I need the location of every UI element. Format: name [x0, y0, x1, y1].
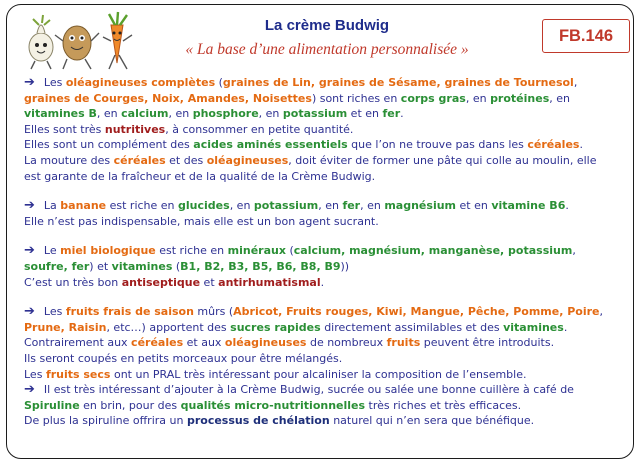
reference-badge: FB.146 — [542, 19, 630, 53]
highlighted-term: banane — [60, 199, 107, 213]
highlighted-term: processus de chélation — [186, 414, 330, 428]
document-body — [24, 75, 636, 443]
text-segment: est riche en — [155, 244, 228, 258]
highlighted-term: miel biologique — [60, 244, 156, 258]
text-segment: Les — [43, 305, 66, 319]
text-segment: La mouture des — [24, 153, 114, 167]
text-segment: de nombreux — [306, 336, 387, 350]
text-segment: , etc…) apportent des — [106, 320, 231, 334]
text-line — [24, 367, 636, 383]
highlighted-term: graines de Courges, Noix, Amandes, Noisettes — [24, 91, 312, 105]
text-segment: , en — [549, 91, 570, 105]
text-segment: est riche en — [106, 199, 179, 213]
text-segment: peuvent être introduits. — [420, 336, 555, 350]
highlighted-term: calcium — [121, 107, 169, 121]
text-segment: est garante de la fraîcheur et de la qualité de la Crème Budwig. — [24, 169, 376, 183]
text-segment: . — [565, 199, 569, 213]
highlighted-term: phosphore — [192, 107, 259, 121]
highlighted-term: vitamines B — [24, 107, 97, 121]
text-segment: , en — [318, 199, 343, 213]
text-segment: Elle n’est pas indispensable, mais elle est un bon agent sucrant. — [24, 214, 379, 228]
text-segment: directement assimilables et des — [320, 320, 504, 334]
text-segment: Les — [43, 76, 66, 89]
arrow-right-icon: ➔ — [24, 382, 35, 398]
highlighted-term: soufre, fer — [24, 259, 90, 273]
highlighted-term: oléagineuses complètes — [65, 76, 216, 89]
text-segment: , en — [229, 199, 254, 213]
highlighted-term: graines de Lin, graines de Sésame, graines de Tournesol — [222, 76, 574, 89]
highlighted-term: potassium — [282, 107, 348, 121]
text-line — [24, 351, 636, 367]
text-line — [24, 275, 636, 291]
info-card — [6, 4, 634, 459]
text-segment: ont un PRAL très intéressant pour alcaliniser la composition de l’ensemble. — [110, 367, 527, 381]
highlighted-term: fruits — [386, 336, 421, 350]
text-segment: Le — [43, 244, 61, 258]
highlighted-term: vitamines — [503, 320, 564, 334]
highlighted-term: sucres rapides — [230, 320, 321, 334]
text-line — [24, 243, 636, 259]
document-subtitle: « La base d’une alimentation personnalisée » — [185, 41, 469, 58]
highlighted-term: Prune, Raisin — [24, 320, 107, 334]
text-segment: Elles sont très — [24, 122, 105, 136]
paragraph — [24, 243, 636, 290]
highlighted-term: céréales — [527, 138, 580, 152]
text-segment: Ils seront coupés en petits morceaux pour être mélangés. — [24, 351, 343, 365]
text-segment: , — [573, 76, 578, 89]
highlighted-term: antirhumatismal — [218, 275, 321, 289]
highlighted-term: magnésium — [384, 199, 457, 213]
highlighted-term: minéraux — [227, 244, 286, 258]
text-segment: Contrairement aux — [24, 336, 132, 350]
document-title: La crème Budwig — [264, 17, 390, 34]
text-line — [24, 214, 636, 230]
highlighted-term: vitamine B6 — [491, 199, 566, 213]
text-segment: et en — [456, 199, 492, 213]
text-segment: , en — [258, 107, 283, 121]
text-segment: mûrs ( — [193, 305, 234, 319]
text-segment: ( — [215, 76, 223, 89]
highlighted-term: oléagineuses — [206, 153, 289, 167]
highlighted-term: glucides — [178, 199, 230, 213]
paragraph — [24, 198, 636, 229]
text-segment: ( — [172, 259, 181, 273]
text-line — [24, 75, 636, 91]
arrow-right-icon: ➔ — [24, 304, 35, 320]
text-segment: , en — [465, 91, 491, 105]
text-line — [24, 320, 636, 336]
text-segment: . — [579, 138, 583, 152]
highlighted-term: antiseptique — [121, 275, 201, 289]
text-segment: , à consommer en petite quantité. — [165, 122, 354, 136]
text-segment: . — [400, 107, 404, 121]
text-line — [24, 137, 636, 153]
text-line — [24, 413, 636, 429]
highlighted-term: céréales — [113, 153, 166, 167]
highlighted-term: B1, B2, B3, B5, B6, B8, B9 — [180, 259, 341, 273]
paragraph — [24, 75, 636, 184]
highlighted-term: potassium — [253, 199, 319, 213]
text-line — [24, 335, 636, 351]
text-segment: , en — [96, 107, 122, 121]
highlighted-term: qualités micro-nutritionnelles — [180, 398, 366, 412]
text-segment: que l’on ne trouve pas dans les — [347, 138, 528, 152]
highlighted-term: fruits frais de saison — [65, 305, 194, 319]
text-line — [24, 91, 636, 107]
text-segment: ) et — [89, 259, 112, 273]
text-segment: , en — [360, 199, 385, 213]
highlighted-term: calcium, magnésium, manganèse, potassium — [293, 244, 573, 258]
highlighted-term: vitamines — [111, 259, 173, 273]
text-line — [24, 122, 636, 138]
text-line — [24, 153, 636, 169]
text-segment: , doit éviter de former une pâte qui colle au moulin, elle — [288, 153, 597, 167]
text-segment: La — [43, 199, 61, 213]
text-line — [24, 198, 636, 214]
text-segment: ( — [285, 244, 294, 258]
text-line — [24, 398, 636, 414]
text-segment: et aux — [183, 336, 225, 350]
text-line — [24, 382, 636, 398]
text-line — [24, 259, 636, 275]
text-segment: , en — [168, 107, 193, 121]
text-segment: et — [200, 275, 219, 289]
text-segment: De plus la spiruline offrira un — [24, 414, 187, 428]
highlighted-term: oléagineuses — [224, 336, 307, 350]
vegetable-mascots-illustration — [19, 11, 139, 71]
text-segment: , — [599, 305, 603, 319]
arrow-right-icon: ➔ — [24, 198, 35, 214]
text-segment: en brin, pour des — [79, 398, 181, 412]
arrow-right-icon: ➔ — [24, 243, 35, 259]
paragraph — [24, 304, 636, 429]
highlighted-term: nutritives — [104, 122, 166, 136]
highlighted-term: céréales — [131, 336, 184, 350]
highlighted-term: fer — [342, 199, 361, 213]
text-segment: Les — [24, 367, 46, 381]
text-segment: ) sont riches en — [311, 91, 401, 105]
highlighted-term: protéines — [490, 91, 550, 105]
highlighted-term: fruits secs — [45, 367, 111, 381]
text-segment: naturel qui n’en sera que bénéfique. — [329, 414, 535, 428]
text-segment: et des — [165, 153, 207, 167]
arrow-right-icon: ➔ — [24, 75, 35, 90]
highlighted-term: acides aminés essentiels — [193, 138, 348, 152]
text-segment: Il est très intéressant d’ajouter à la Crème Budwig, sucrée ou salée une bonne cuillère à café de — [43, 383, 574, 397]
highlighted-term: Spiruline — [24, 398, 80, 412]
text-line — [24, 106, 636, 122]
text-line — [24, 169, 636, 185]
text-segment: et en — [347, 107, 383, 121]
text-segment: , — [572, 244, 576, 258]
text-segment: )) — [340, 259, 350, 273]
highlighted-term: Abricot, Fruits rouges, Kiwi, Mangue, Pêche, Pomme, Poire — [233, 305, 600, 319]
highlighted-term: corps gras — [400, 91, 466, 105]
text-segment: C’est un très bon — [24, 275, 122, 289]
text-line — [24, 304, 636, 320]
text-segment: Elles sont un complément des — [24, 138, 194, 152]
text-segment: . — [563, 320, 568, 334]
highlighted-term: fer — [382, 107, 401, 121]
text-segment: . — [320, 275, 325, 289]
text-segment: très riches et très efficaces. — [365, 398, 522, 412]
